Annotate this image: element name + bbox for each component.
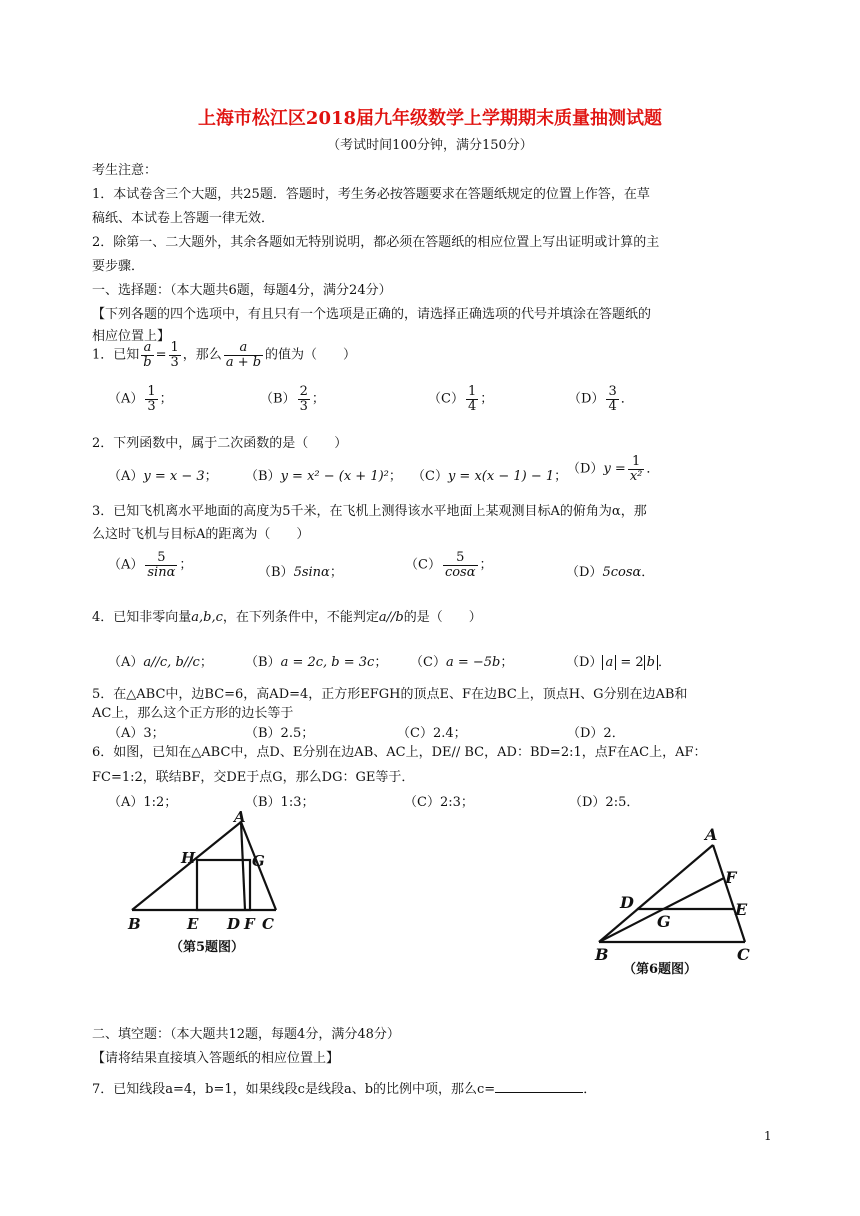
question-5-line1: 5．在△ABC中，边BC=6，高AD=4，正方形EFGH的顶点E、F在边BC上，顶点H、G分别在边AB和 — [92, 687, 688, 702]
figure-6-segment-ac — [713, 845, 745, 942]
question-6-option-b: （B）1:3； — [245, 795, 315, 810]
figure-5-label-g: G — [252, 852, 265, 870]
notice-item1-line1: 1．本试卷含三个大题，共25题．答题时，考生务必按答题要求在答题纸规定的位置上作答，在草 — [92, 187, 650, 202]
notice-item2-line1: 2．除第一、二大题外，其余各题如无特别说明，都必须在答题纸的相应位置上写出证明或计算的主 — [92, 235, 660, 250]
question-6-option-a: （A）1:2； — [108, 795, 178, 810]
question-1-option-b: （B） $\frac{2}{3}$ ； — [260, 384, 325, 414]
figure-5-label-c: C — [262, 915, 274, 933]
notice-item1-line2: 稿纸、本试卷上答题一律无效． — [92, 211, 275, 226]
figure-6-label-d: D — [620, 893, 634, 912]
question-5-option-a: （A）3； — [108, 726, 165, 741]
section1-instr-line1: 【下列各题的四个选项中，有且只有一个选项是正确的，请选择正确选项的代号并填涂在答题纸的 — [92, 307, 652, 322]
page-title: 上海市松江区2018届九年级数学上学期期末质量抽测试题 — [197, 108, 663, 129]
figure-5-label-d: D — [227, 915, 241, 933]
question-3-line1: 3．已知飞机离水平地面的高度为5千米，在飞机上测得该水平地面上某观测目标A的俯角为α，那 — [92, 504, 647, 519]
figure-5-label-a: A — [234, 808, 246, 826]
notice-heading: 考生注意： — [92, 163, 158, 178]
figure-5-altitude-ad — [241, 822, 245, 910]
figure-6-caption: （第6题图） — [623, 962, 698, 977]
figure-6-label-e: E — [735, 900, 748, 919]
question-2-option-b: （B）y = x² − (x + 1)²； — [245, 469, 402, 484]
question-4-stem: 4．已知非零向量a,b,c，在下列条件中，不能判定a//b的是（ ） — [92, 610, 482, 625]
figure-5-label-e: E — [187, 915, 199, 933]
question-3-option-d: （D）5cosα． — [566, 565, 655, 580]
question-4-option-d: （D） a = 2 b ． — [566, 655, 671, 670]
notice-item2-line2: 要步骤． — [92, 259, 145, 274]
question-2-option-d: （D）y = $\frac{1}{\text{x²}}$ ． — [567, 454, 660, 484]
figure-6-label-g: G — [657, 912, 671, 931]
page-subtitle: （考试时间100分钟，满分150分） — [327, 138, 533, 153]
question-6-option-d: （D）2:5． — [569, 795, 640, 810]
figure-6-label-f: F — [725, 868, 737, 887]
question-2-stem: 2．下列函数中，属于二次函数的是（ ） — [92, 436, 348, 451]
figure-6-label-a: A — [705, 825, 718, 844]
question-5-option-c: （C）2.4； — [397, 726, 467, 741]
question-6-option-c: （C）2:3； — [404, 795, 474, 810]
section2-heading: 二、填空题：（本大题共12题，每题4分，满分48分） — [92, 1027, 400, 1042]
question-2-option-a: （A）y = x − 3； — [108, 469, 218, 484]
section1-heading: 一、选择题：（本大题共6题，每题4分，满分24分） — [92, 283, 392, 298]
question-6-line2: FC=1:2，联结BF，交DE于点G，那么DG：GE等于． — [92, 770, 415, 785]
figure-5-caption: （第5题图） — [170, 940, 245, 955]
question-3-option-b: （B）5sinα； — [258, 565, 343, 580]
figure-5-label-f: F — [244, 915, 255, 933]
question-1-option-c: （C） $\frac{1}{4}$ ； — [428, 384, 494, 414]
figure-6-label-b: B — [595, 945, 609, 964]
question-3-option-a: （A） $\frac{5}{\sin\alpha}$ ； — [108, 550, 193, 580]
question-1-option-a: （A） $\frac{1}{3}$ ； — [108, 384, 173, 414]
figure-5-label-b: B — [128, 915, 141, 933]
question-4-option-a: （A）a//c, b//c； — [108, 655, 213, 670]
question-3-option-c: （C） $\frac{5}{\cos\alpha}$ ； — [405, 550, 493, 580]
question-2-option-c: （C）y = x(x − 1) − 1； — [412, 469, 568, 484]
question-7: 7．已知线段a=4，b=1，如果线段c是线段a、b的比例中项，那么c= ． — [92, 1082, 597, 1097]
question-1-option-d: （D） $\frac{3}{4}$ ． — [568, 384, 634, 414]
question-4-option-c: （C）a = −5b； — [410, 655, 514, 670]
question-5-option-b: （B）2.5； — [245, 726, 315, 741]
question-6-line1: 6．如图，已知在△ABC中，点D、E分别在边AB、AC上，DE// BC，AD：BD=2:1，点F在AC上，AF： — [92, 745, 707, 760]
figure-6-label-c: C — [737, 945, 750, 964]
figure-6-diagram — [585, 820, 775, 985]
question-5-line2: AC上，那么这个正方形的边长等于 — [92, 706, 294, 721]
question-4-option-b: （B）a = 2c, b = 3c； — [245, 655, 388, 670]
figure-5-diagram — [120, 808, 290, 958]
page-number: 1 — [764, 1129, 772, 1143]
answer-blank — [495, 1080, 583, 1093]
question-1-stem: 1．已知 $\frac{a}{b}$ = $\frac{1}{3}$ ，那么 $\frac{a}{a + b}$ 的值为（ ） — [92, 340, 357, 370]
section1-instr-line2: 相应位置上】 — [92, 329, 171, 344]
question-5-option-d: （D）2． — [567, 726, 625, 741]
section2-instr: 【请将结果直接填入答题纸的相应位置上】 — [92, 1051, 340, 1066]
figure-5-label-h: H — [181, 849, 196, 867]
question-3-line2: 么这时飞机与目标A的距离为（ ） — [92, 527, 310, 542]
